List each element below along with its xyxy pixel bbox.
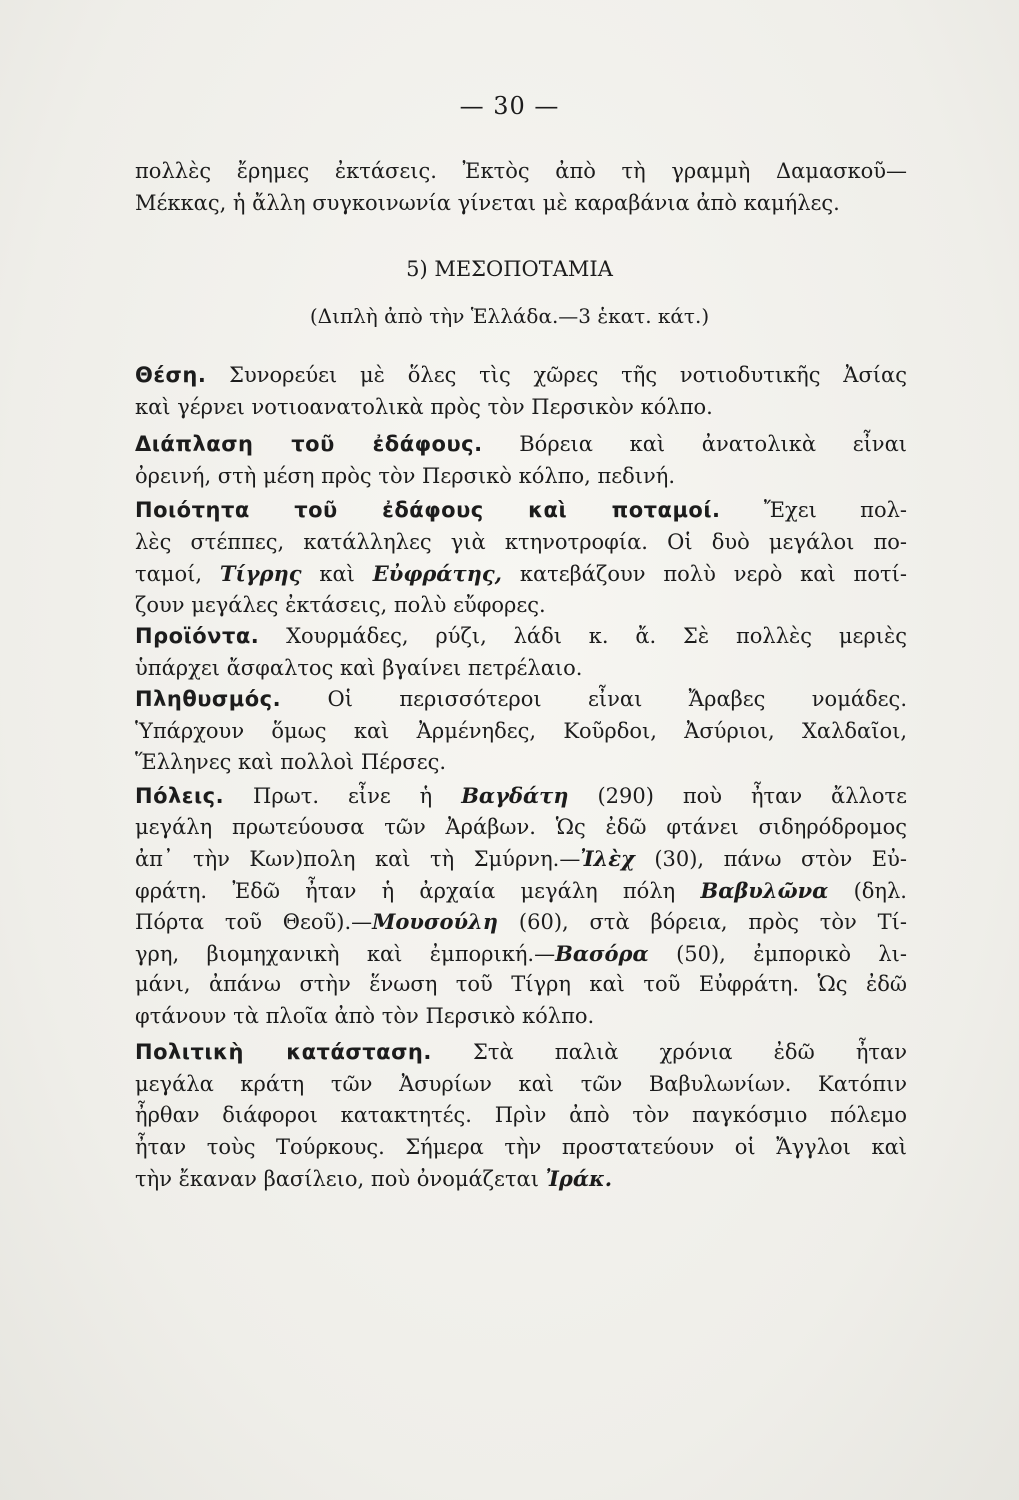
products-line-1: Χουρμάδες, ρύζι, λάδι κ. ἄ. Σὲ πολλὲς μεριὲς [286, 624, 907, 648]
country-iraq: Ἰράκ. [545, 1166, 613, 1191]
population-line-1: Οἱ περισσότεροι εἶναι Ἄραβες νομάδες. [327, 687, 907, 711]
cities-line-1a: Πρωτ. εἶνε ἡ [253, 784, 433, 808]
soil-line-1: Ἔχει πολ- [763, 498, 907, 522]
cities-line-3a: ἀπ᾿ τὴν Κων)πολη καὶ τὴ Σμύρνη.— [135, 847, 581, 871]
city-basra: Βασόρα [555, 940, 649, 966]
soil-paragraph [135, 495, 907, 621]
politics-paragraph [135, 1037, 907, 1195]
soil-line-3a: ταμοί, [135, 562, 202, 586]
soil-line-3b: καὶ [319, 562, 355, 586]
politics-line-3: ἦρθαν διάφοροι κατακτητές. Πρὶν ἀπὸ τὸν παγκόσμιο πόλεμο [135, 1103, 907, 1127]
population-label: Πληθυσμός. [135, 687, 282, 711]
soil-line-3c: κατεβάζουν πολὺ νερὸ καὶ ποτί- [519, 562, 907, 586]
soil-label: Ποιότητα τοῦ ἐδάφους καὶ ποταμοί. [135, 498, 721, 522]
intro-line-2: Μέκκας, ἡ ἄλλη συγκοινωνία γίνεται μὲ καραβάνια ἀπὸ καμήλες. [135, 190, 840, 215]
soil-line-4: ζουν μεγάλες ἐκτάσεις, πολὺ εὔφορες. [135, 592, 546, 617]
terrain-paragraph [135, 429, 907, 492]
cities-paragraph [135, 780, 907, 1032]
soil-line-2: λὲς στέππες, κατάλληλες γιὰ κτηνοτροφία. Οἱ δυὸ μεγάλοι πο- [135, 529, 907, 554]
page-number: — 30 — [459, 92, 560, 120]
thesis-paragraph [135, 360, 907, 423]
products-line-2: ὑπάρχει ἄσφαλτος καὶ βγαίνει πετρέλαιο. [135, 655, 583, 680]
cities-line-2: μεγάλη πρωτεύουσα τῶν Ἀράβων. Ὡς ἐδῶ φτάνει σιδηρόδρομος [135, 814, 907, 839]
river-euphrates: Εὐφράτης, [372, 561, 502, 586]
city-mosul: Μουσούλη [372, 909, 499, 934]
cities-line-3b: (30), πάνω στὸν Εὐ- [654, 847, 907, 871]
terrain-line-1: Βόρεια καὶ ἀνατολικὰ εἶναι [519, 432, 907, 456]
cities-line-6b: (50), ἐμπορικὸ λι- [676, 941, 908, 966]
city-ilech: Ἰλὲχ [580, 846, 635, 871]
intro-line-1: πολλὲς ἔρημες ἐκτάσεις. Ἐκτὸς ἀπὸ τὴ γραμμὴ Δαμασκοῦ— [135, 159, 907, 183]
cities-line-5a: Πόρτα τοῦ Θεοῦ).— [135, 910, 373, 934]
river-tigris: Τίγρης [219, 561, 302, 586]
politics-line-4: ἦταν τοὺς Τούρκους. Σήμερα τὴν προστατεύουν οἱ Ἄγγλοι καὶ [135, 1134, 907, 1159]
cities-line-7: μάνι, ἀπάνω στὴν ἕνωση τοῦ Τίγρη καὶ τοῦ Εὐφράτη. Ὡς ἐδῶ [135, 972, 907, 996]
politics-label: Πολιτικὴ κατάσταση. [135, 1040, 432, 1064]
intro-paragraph [135, 156, 907, 219]
thesis-line-1: Συνορεύει μὲ ὅλες τὶς χῶρες τῆς νοτιοδυτικῆς Ἀσίας [229, 363, 907, 387]
cities-line-4b: (δηλ. [853, 878, 907, 903]
thesis-line-2: καὶ γέρνει νοτιοανατολικὰ πρὸς τὸν Περσικὸν κόλπο. [135, 394, 713, 419]
politics-line-5: τὴν ἔκαναν βασίλειο, ποὺ ὀνομάζεται [135, 1167, 539, 1191]
population-paragraph [135, 684, 907, 779]
cities-line-4a: φράτη. Ἐδῶ ἦταν ἡ ἀρχαία μεγάλη πόλη [135, 878, 676, 903]
thesis-label: Θέση. [135, 363, 207, 387]
cities-line-8: φτάνουν τὰ πλοῖα ἀπὸ τὸν Περσικὸ κόλπο. [135, 1003, 595, 1028]
terrain-line-2: ὀρεινή, στὴ μέση πρὸς τὸν Περσικὸ κόλπο, πεδινή. [135, 463, 676, 488]
section-subtitle: (Διπλὴ ἀπὸ τὴν Ἑλλάδα.—3 ἑκατ. κάτ.) [309, 304, 710, 328]
city-babylon: Βαβυλῶνα [700, 877, 829, 903]
section-title: 5) ΜΕΣΟΠΟΤΑΜΙΑ [406, 257, 613, 281]
city-baghdad: Βαγδάτη [461, 783, 569, 808]
cities-label: Πόλεις. [135, 784, 225, 808]
politics-line-2: μεγάλα κράτη τῶν Ἀσυρίων καὶ τῶν Βαβυλωνίων. Κατόπιν [135, 1071, 907, 1096]
population-line-3: Ἕλληνες καὶ πολλοὶ Πέρσες. [135, 750, 447, 774]
cities-line-5b: (60), στὰ βόρεια, πρὸς τὸν Τί- [518, 910, 907, 934]
products-paragraph [135, 621, 907, 684]
products-label: Προϊόντα. [135, 624, 260, 648]
cities-line-1b: (290) ποὺ ἦταν ἄλλοτε [597, 784, 907, 808]
cities-line-6a: γρη, βιομηχανικὴ καὶ ἐμπορική.— [135, 941, 556, 966]
terrain-label: Διάπλαση τοῦ ἐδάφους. [135, 432, 483, 456]
politics-line-1: Στὰ παλιὰ χρόνια ἐδῶ ἦταν [473, 1040, 907, 1064]
population-line-2: Ὑπάρχουν ὅμως καὶ Ἀρμένηδες, Κοῦρδοι, Ἀσύριοι, Χαλδαῖοι, [135, 718, 907, 743]
